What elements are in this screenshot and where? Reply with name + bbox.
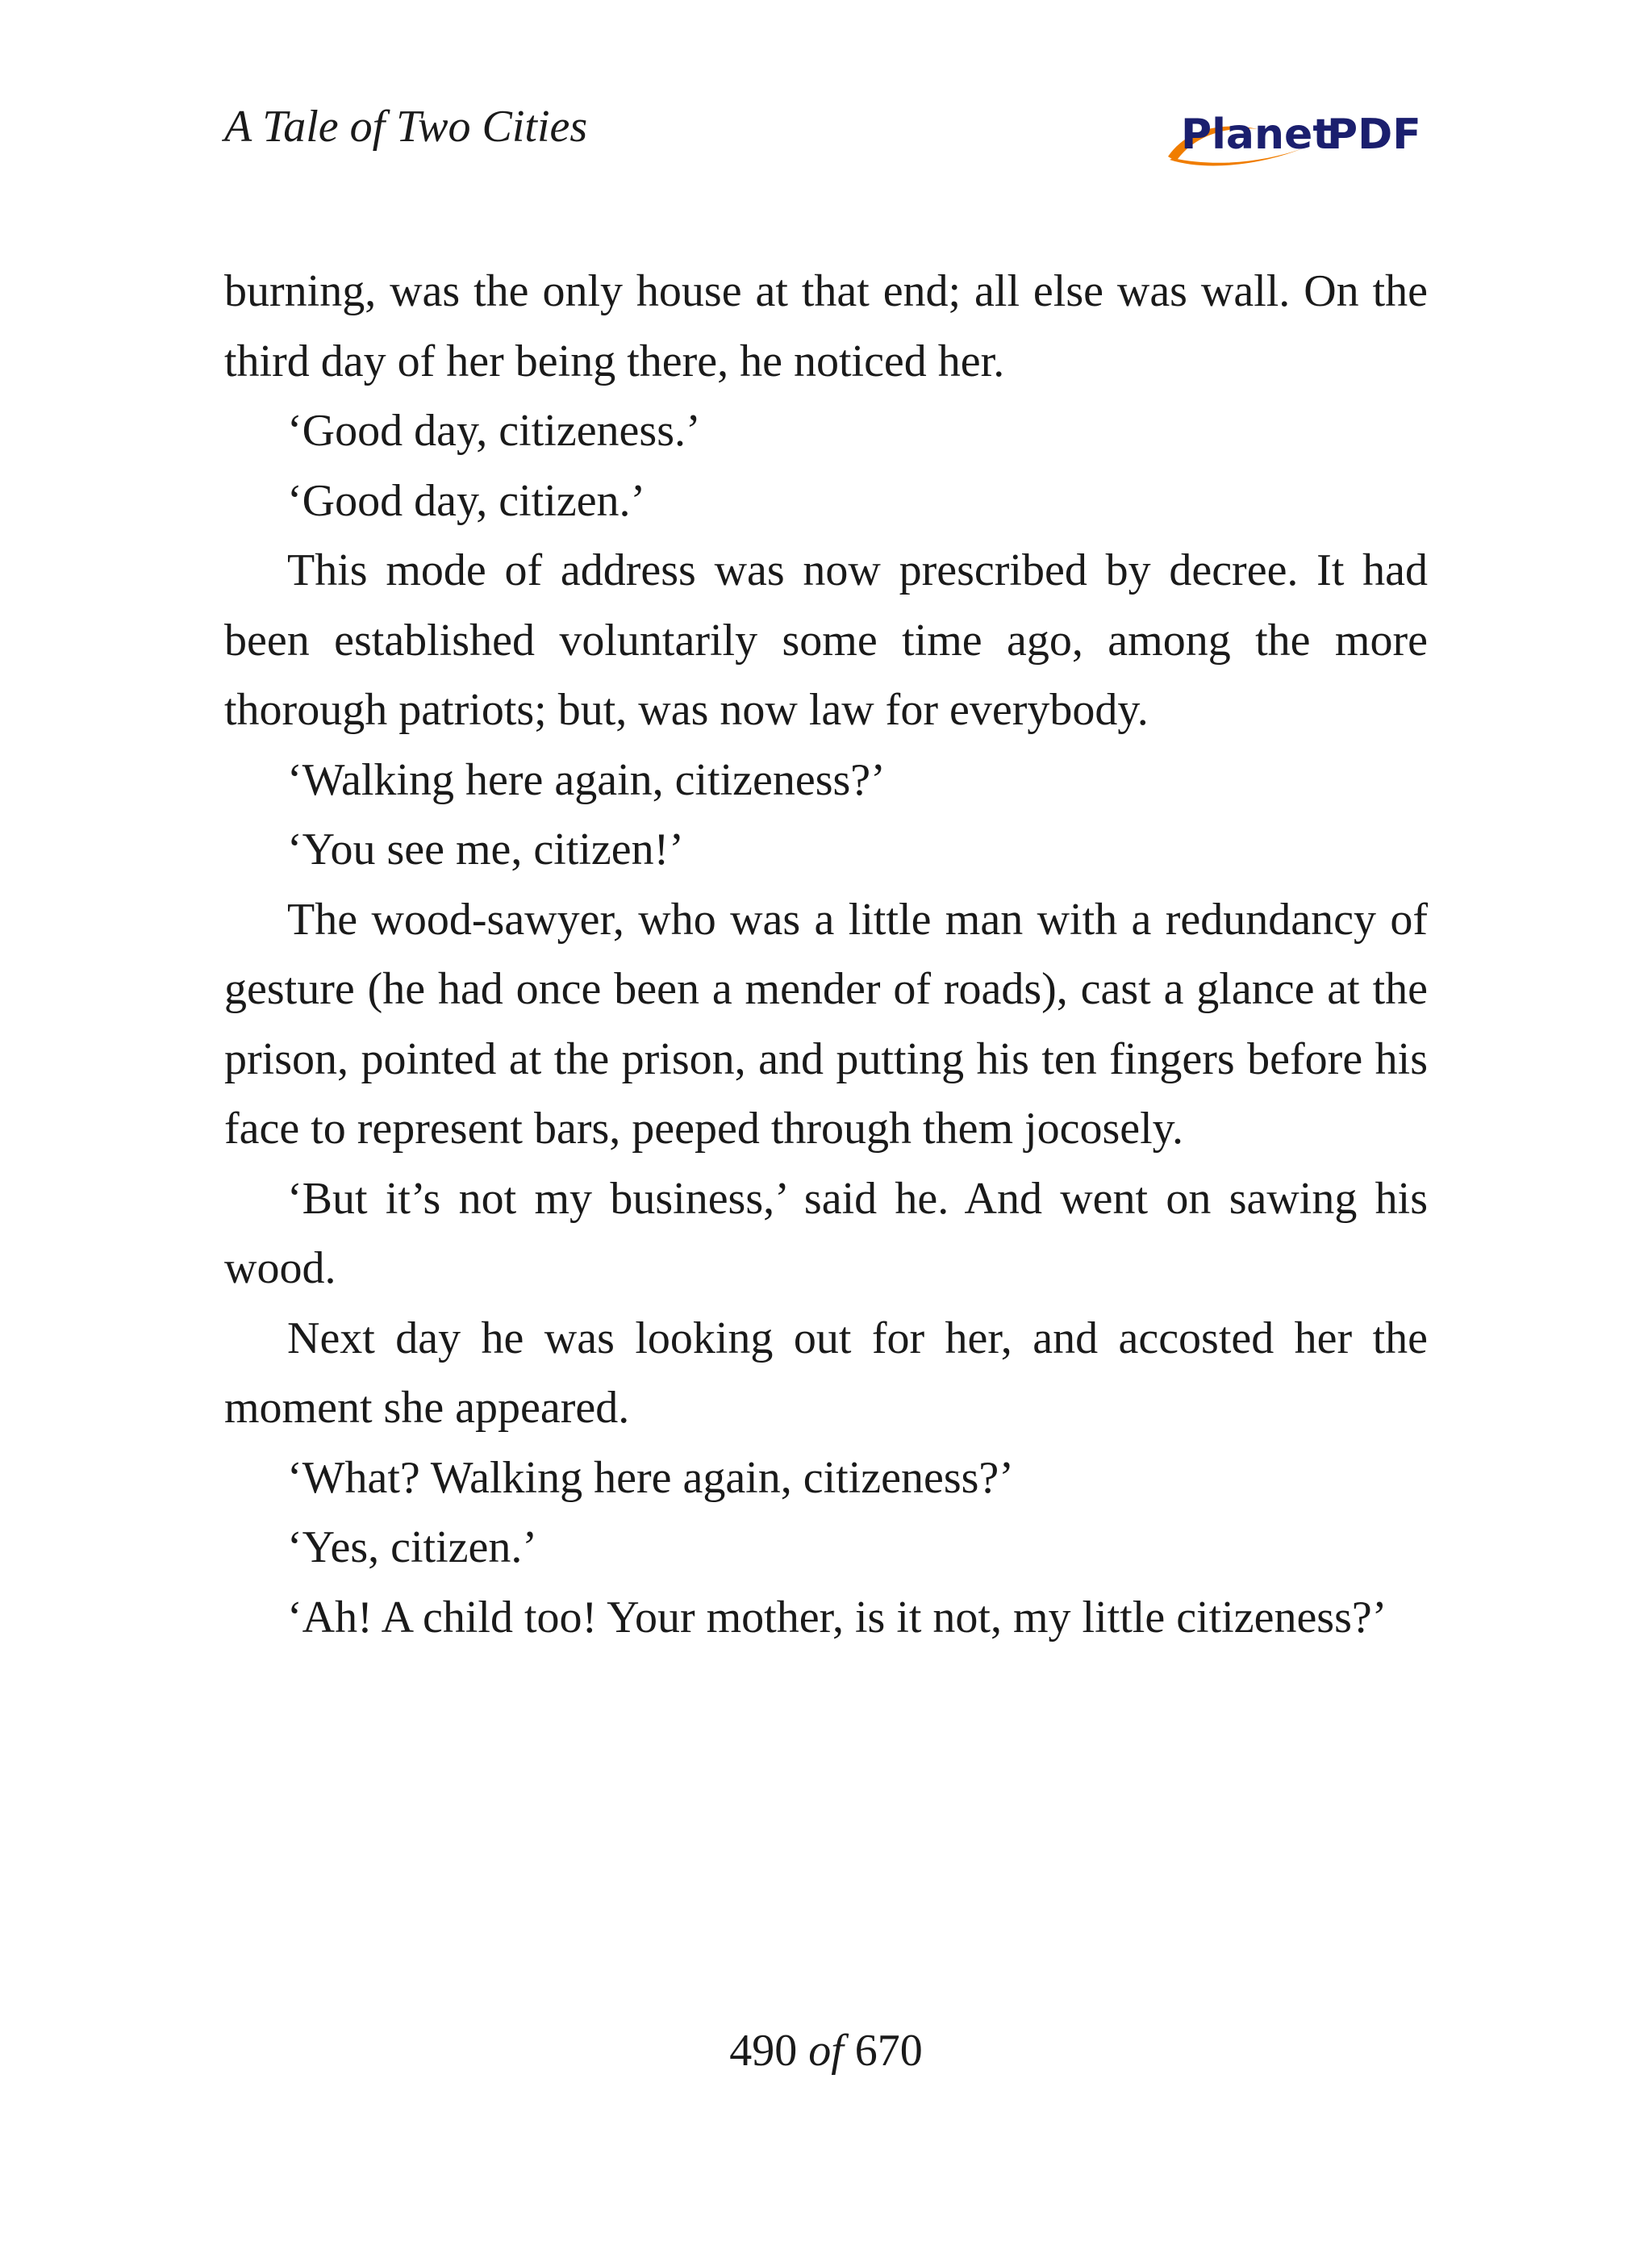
logo-text-pdf: PDF (1327, 111, 1421, 159)
paragraph: ‘You see me, citizen!’ (287, 824, 684, 874)
page-body (224, 257, 1428, 1652)
paragraph: ‘Good day, citizeness.’ (287, 406, 701, 456)
book-title: A Tale of Two Cities (224, 102, 588, 152)
page-number (0, 2025, 1652, 2077)
planet-pdf-logo (1162, 98, 1428, 175)
logo-graphic (1162, 98, 1428, 175)
logo-text-planet: Planet (1181, 111, 1333, 159)
paragraph: This mode of address was now prescribed by decree. It had been established voluntarily some time ago, among the more thorough patriots; but, was now law for everybody. (224, 545, 1428, 735)
paragraph: ‘Walking here again, citizeness?’ (287, 754, 886, 805)
paragraph: burning, was the only house at that end; all else was wall. On the third day of her being there, he noticed her. (224, 266, 1428, 386)
of-label: of (808, 2026, 844, 2076)
paragraph: ‘But it’s not my business,’ said he. And went on sawing his wood. (224, 1173, 1428, 1293)
paragraph: ‘Yes, citizen.’ (287, 1522, 538, 1572)
current-page: 490 (729, 2026, 798, 2076)
paragraph: The wood-sawyer, who was a little man with a redundancy of gesture (he had once been a mender of roads), cast a glance at the prison, pointed at the prison, and putting his ten fingers before his face to represent bars, peeped through them jocosely. (224, 894, 1428, 1154)
paragraph: ‘Good day, citizen.’ (287, 475, 646, 526)
paragraph: ‘What? Walking here again, citizeness?’ (287, 1452, 1014, 1503)
paragraph: ‘Ah! A child too! Your mother, is it not, my little citizeness?’ (287, 1592, 1387, 1642)
total-pages: 670 (854, 2026, 923, 2076)
paragraph: Next day he was looking out for her, and accosted her the moment she appeared. (224, 1313, 1428, 1433)
